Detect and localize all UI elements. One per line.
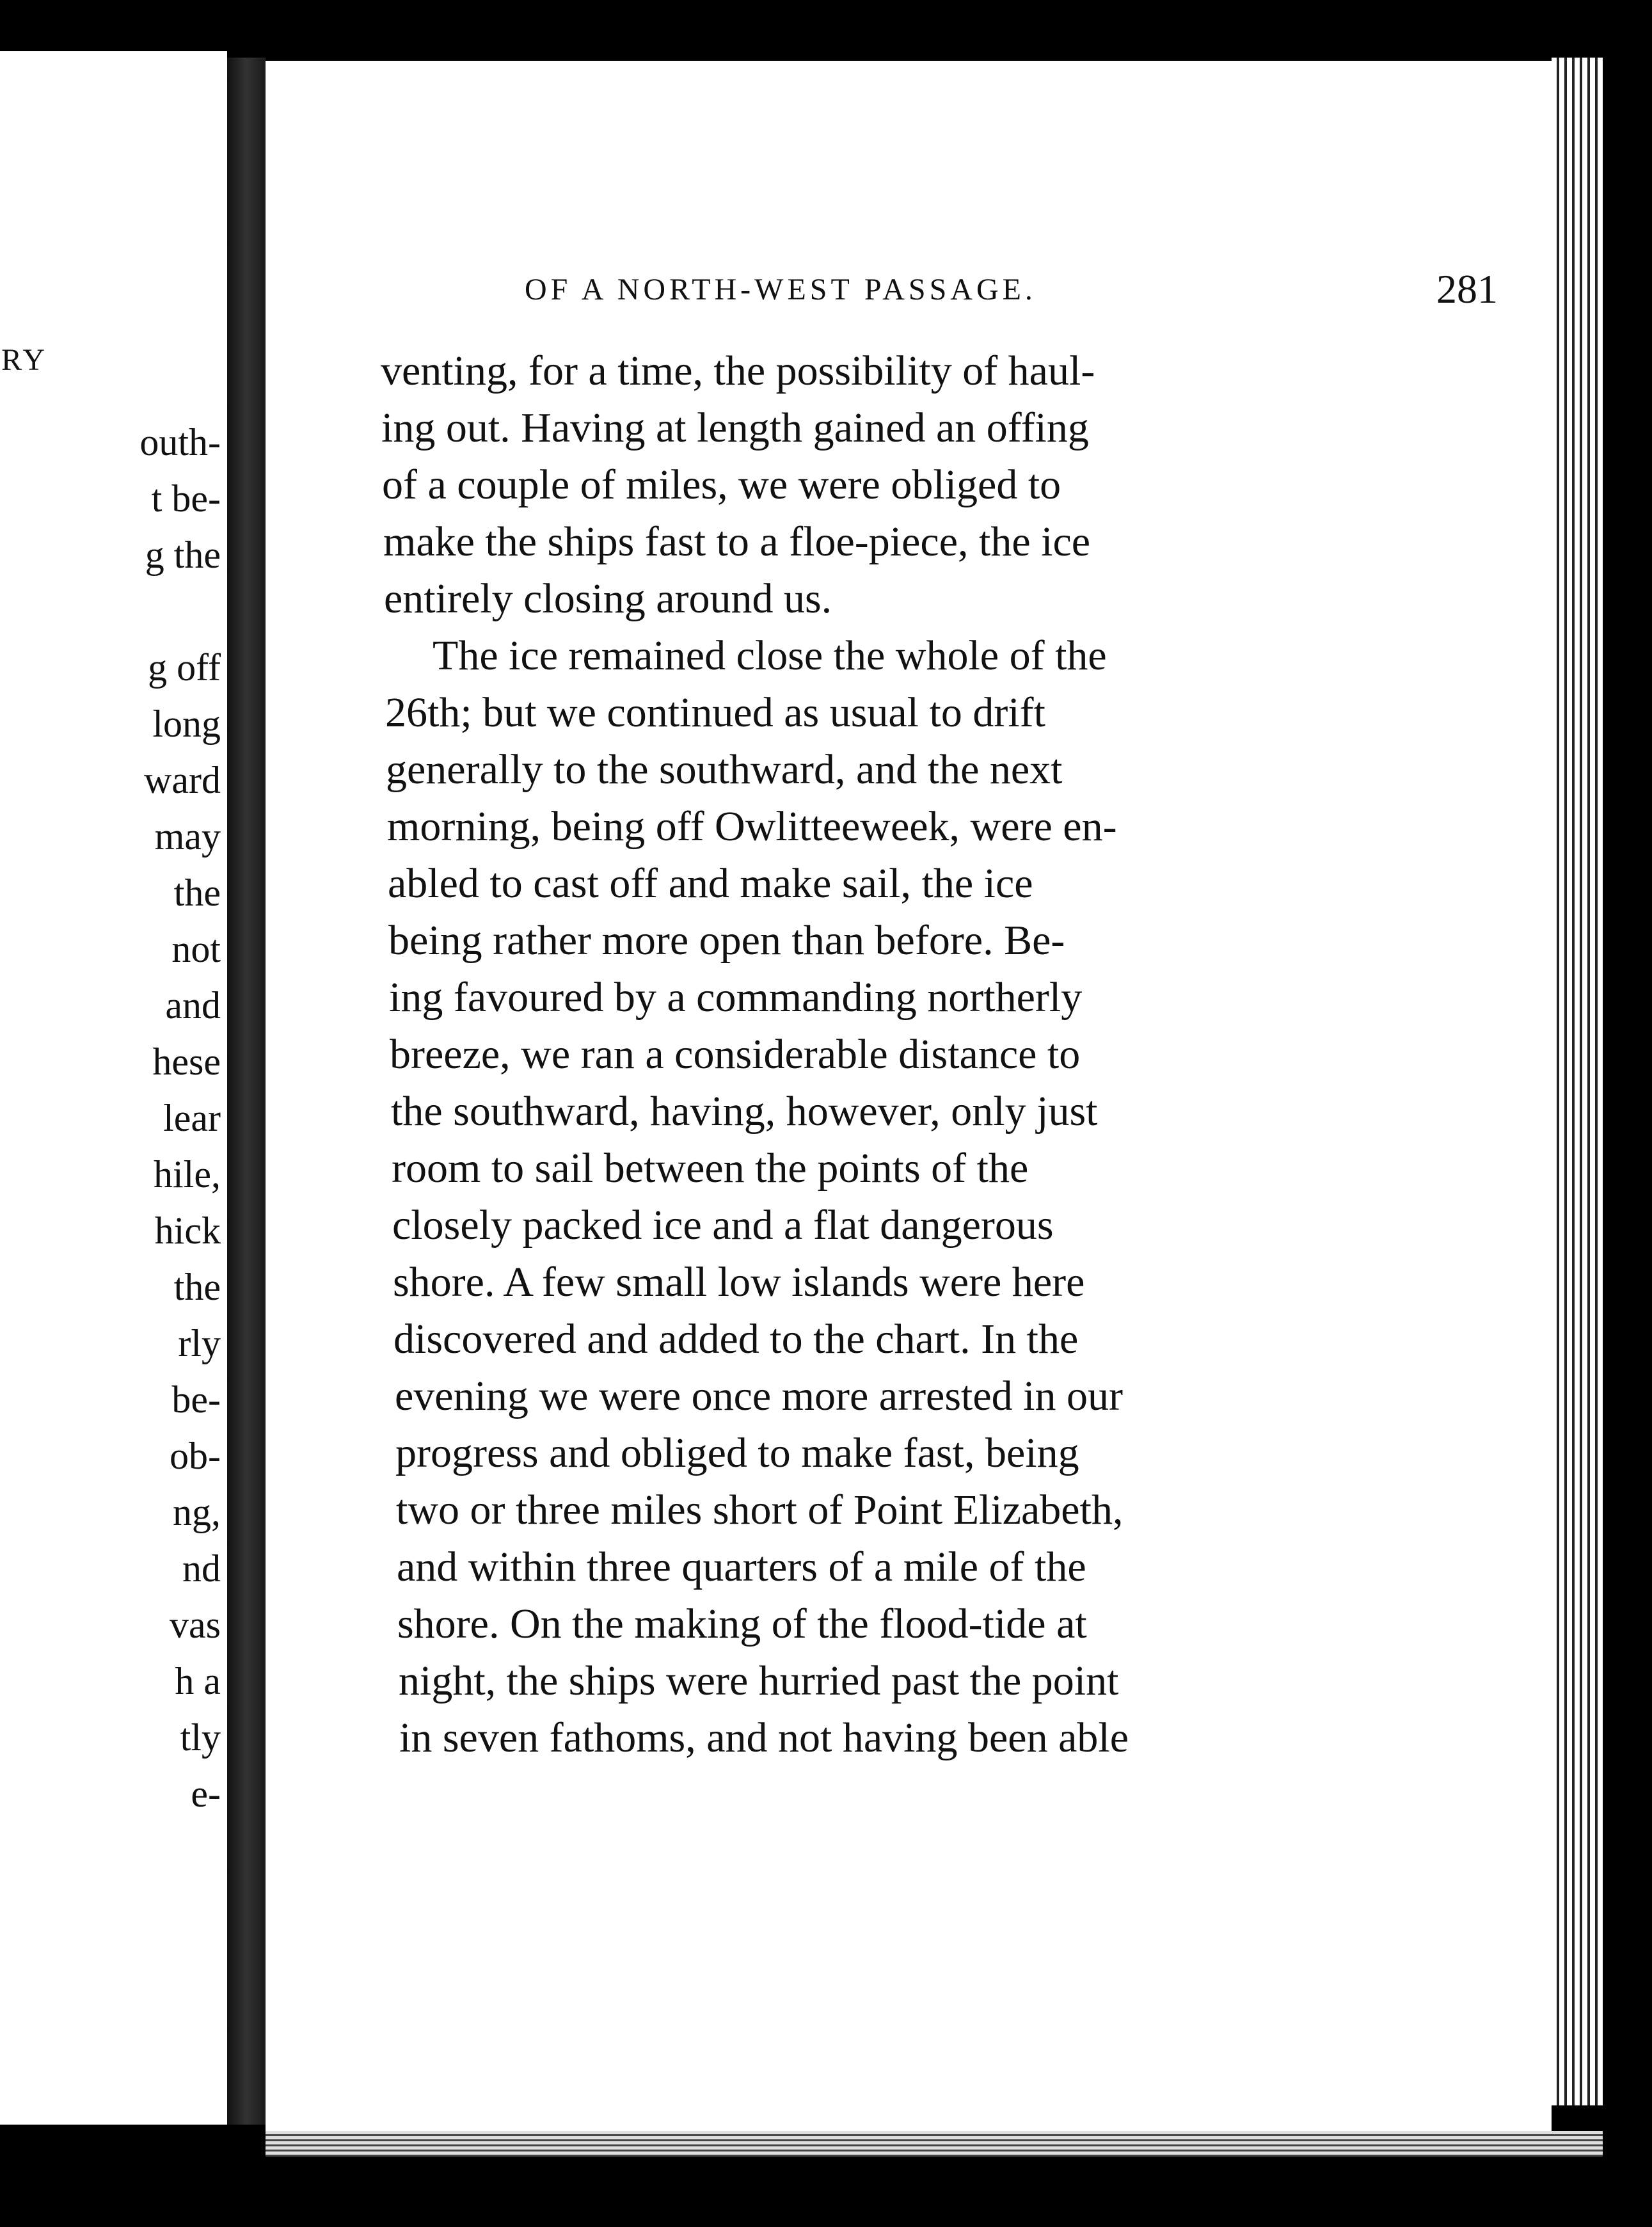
text-line: morning, being off Owlitteeweek, were en-	[387, 803, 1117, 850]
facing-page-line: may	[154, 815, 221, 858]
text-line: shore. On the making of the flood-tide at	[397, 1600, 1087, 1647]
text-line: being rather more open than before. Be-	[388, 917, 1065, 964]
facing-page-line: the	[173, 872, 221, 914]
facing-page-line: g off	[148, 646, 221, 689]
text-line: ing favoured by a commanding northerly	[389, 974, 1083, 1021]
text-line: generally to the southward, and the next	[386, 746, 1063, 793]
facing-page-line: t be-	[151, 477, 221, 520]
facing-page-line: ob-	[170, 1435, 221, 1477]
text-line: shore. A few small low islands were here	[393, 1259, 1085, 1305]
text-line: evening we were once more arrested in our	[395, 1373, 1123, 1419]
page-number: 281	[1436, 266, 1498, 312]
facing-page-running-head: RY	[1, 343, 48, 377]
running-title: OF A NORTH-WEST PASSAGE.	[525, 273, 1036, 307]
facing-page-line: hick	[154, 1209, 221, 1252]
page-edges	[1552, 58, 1603, 2105]
text-line: progress and obliged to make fast, being	[395, 1430, 1079, 1476]
text-line: room to sail between the points of the	[392, 1145, 1029, 1192]
book-gutter	[227, 58, 266, 2125]
facing-page-left	[0, 51, 227, 2125]
facing-page-line: rly	[178, 1322, 221, 1364]
facing-page-line: be-	[171, 1378, 221, 1421]
facing-page-line: the	[173, 1266, 221, 1308]
text-line: the southward, having, however, only just	[391, 1088, 1098, 1135]
text-line: breeze, we ran a considerable distance to	[390, 1031, 1081, 1078]
facing-page-line: vas	[170, 1604, 221, 1646]
text-line: and within three quarters of a mile of the	[397, 1544, 1086, 1590]
text-line: The ice remained close the whole of the	[433, 632, 1107, 679]
facing-page-line: lear	[163, 1097, 221, 1139]
facing-page-line: and	[165, 984, 221, 1026]
facing-page-line: hile,	[154, 1153, 221, 1195]
text-line: make the ships fast to a floe-piece, the ice	[383, 518, 1091, 565]
facing-page-line: hese	[152, 1041, 221, 1083]
facing-page-line: nd	[182, 1547, 221, 1590]
text-line: closely packed ice and a flat dangerous	[392, 1202, 1054, 1249]
facing-page-line: outh-	[139, 421, 221, 463]
page-bottom-edge	[266, 2131, 1603, 2157]
text-line: abled to cast off and make sail, the ice	[388, 860, 1033, 907]
facing-page-line: long	[152, 703, 221, 745]
text-line: in seven fathoms, and not having been able	[399, 1714, 1129, 1761]
text-line: venting, for a time, the possibility of haul-	[381, 347, 1095, 394]
text-line: ing out. Having at length gained an offing	[381, 404, 1089, 451]
facing-page-line: e-	[191, 1773, 221, 1815]
text-line: 26th; but we continued as usual to drift	[385, 689, 1045, 736]
text-line: two or three miles short of Point Elizabeth,	[396, 1487, 1124, 1533]
facing-page-text	[0, 51, 227, 2125]
facing-page-line: h a	[175, 1660, 221, 1702]
running-head	[525, 266, 1510, 317]
text-line: discovered and added to the chart. In the	[393, 1316, 1079, 1362]
text-line: of a couple of miles, we were obliged to	[382, 461, 1061, 508]
facing-page-line: not	[171, 928, 221, 970]
text-line: entirely closing around us.	[384, 575, 832, 622]
text-line: night, the ships were hurried past the point	[399, 1657, 1119, 1704]
facing-page-line: ward	[144, 759, 221, 801]
facing-page-line: ng,	[173, 1491, 221, 1533]
facing-page-line: g the	[145, 534, 221, 576]
facing-page-line: tly	[180, 1716, 221, 1759]
